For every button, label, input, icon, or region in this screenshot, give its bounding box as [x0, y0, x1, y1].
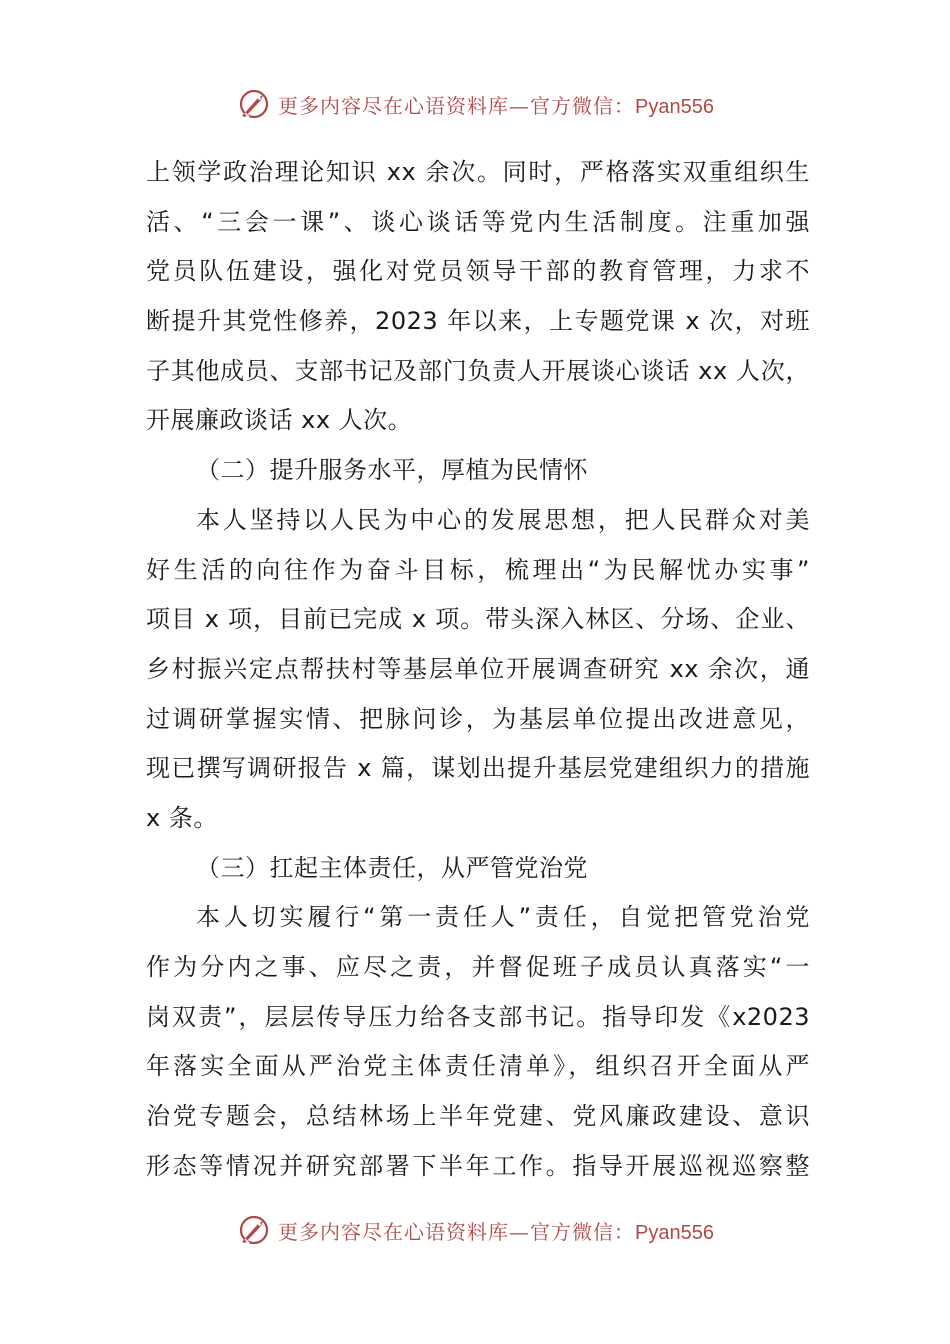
text-line: 项目 x 项，目前已完成 x 项。带头深入林区、分场、企业、	[146, 605, 810, 634]
text-line: 上领学政治理论知识 xx 余次。同时，严格落实双重组织生	[146, 158, 810, 186]
watermark-text: 更多内容尽在心语资料库—官方微信：Pyan556	[278, 1219, 714, 1244]
watermark-banner-top	[0, 84, 950, 124]
wechat-id: Pyan556	[635, 1221, 714, 1244]
text-line: 年落实全面从严治党主体责任清单》，组织召开全面从严	[146, 1052, 810, 1081]
pen-nib-circle-icon	[236, 1212, 272, 1248]
text-line: 断提升其党性修养，2023 年以来，上专题党课 x 次，对班	[146, 307, 810, 336]
text-line: 开展廉政谈话 xx 人次。	[146, 406, 413, 435]
text-line: 党员队伍建设，强化对党员领导干部的教育管理，力求不	[146, 257, 810, 286]
section-heading: （二）提升服务水平，厚植为民情怀	[196, 456, 588, 485]
text-line: 活、“三会一课”、谈心谈话等党内生活制度。注重加强	[146, 207, 810, 236]
text-line: 乡村振兴定点帮扶村等基层单位开展调查研究 xx 余次，通	[146, 654, 810, 683]
text-line: 本人坚持以人民为中心的发展思想，把人民群众对美	[196, 505, 810, 534]
text-line: 好生活的向往作为奋斗目标，梳理出“为民解忧办实事”	[146, 555, 810, 584]
watermark-banner-bottom	[0, 1210, 950, 1250]
watermark-text: 更多内容尽在心语资料库—官方微信：Pyan556	[278, 93, 714, 118]
document-body	[146, 148, 810, 1191]
text-line: x 条。	[146, 803, 218, 832]
text-line: 本人切实履行“第一责任人”责任，自觉把管党治党	[196, 903, 810, 932]
pen-nib-circle-icon	[236, 86, 272, 122]
text-line: 过调研掌握实情、把脉问诊，为基层单位提出改进意见，	[146, 704, 810, 733]
text-line: 岗双责”，层层传导压力给各支部书记。指导印发《x2023	[146, 1002, 810, 1031]
text-line: 形态等情况并研究部署下半年工作。指导开展巡视巡察整	[146, 1151, 810, 1180]
text-line: 治党专题会，总结林场上半年党建、党风廉政建设、意识	[146, 1102, 810, 1131]
text-line: 子其他成员、支部书记及部门负责人开展谈心谈话 xx 人次，	[146, 356, 810, 385]
wechat-id: Pyan556	[635, 95, 714, 118]
text-line: 现已撰写调研报告 x 篇，谋划出提升基层党建组织力的措施	[146, 754, 810, 783]
section-heading: （三）扛起主体责任，从严管党治党	[196, 853, 588, 882]
text-line: 作为分内之事、应尽之责，并督促班子成员认真落实“一	[146, 953, 810, 981]
